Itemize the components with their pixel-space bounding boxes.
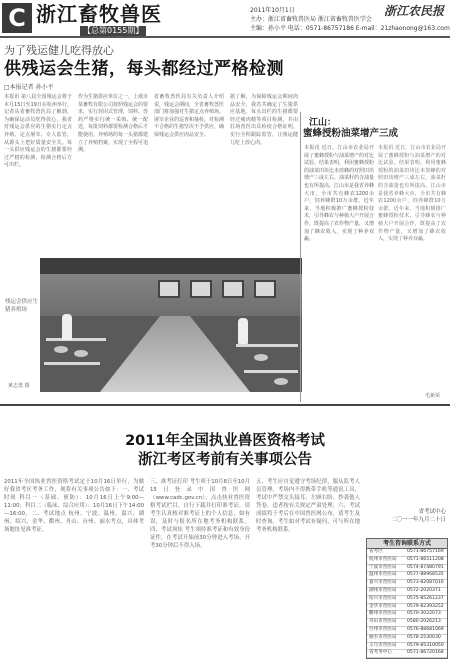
article-column-1: 本报讯 第八届全国残运会将于本月15日至19日在杭州举行。记者从省畜牧兽医局了解到，为确保运动员吃得放心，我省对残运会供应的生猪实行定点养殖、定点屠宰、专人监管，从源头上把好质量安全关。每一头供应残运会的生猪都要经过严格的检测，检测合格后方可出栏。 [4, 94, 72, 169]
notice-title-line1: 2011年全国执业兽医资格考试 [125, 433, 325, 449]
photo-window [190, 280, 212, 298]
photo-pig [74, 350, 88, 357]
contact-name: 宁波市兽医局 [369, 564, 397, 570]
contact-name: 金华市兽医局 [369, 603, 397, 609]
contact-row [367, 611, 447, 619]
contact-name: 绍兴市兽医局 [369, 595, 397, 601]
photo-window [158, 280, 180, 298]
contact-name: 舟山市兽医局 [369, 619, 397, 625]
sidebar-column-1: 本报讯 近日，江山市农业局开展了蜜蜂授粉与油菜增产的对比试验。结果表明，利用蜜蜂授粉的油菜田块比未放蜂的对照田块增产三成左右，油菜籽的含油量也有所提高。江山市是我省养蜂大市，全市共有蜂农1200余户，饲养蜂群10万余群。近年来，当地积极推广蜜蜂授粉技术，引导蜂农与种植大户开展合作，既提高了农作物产量，又增加了蜂农收入，实现了种养双赢。 [304, 145, 375, 243]
sidebar-column-2: 本报讯 近日，江山市农业局开展了蜜蜂授粉与油菜增产的对比试验。结果表明，利用蜜蜂授粉的油菜田块比未放蜂的对照田块增产三成左右，油菜籽的含油量也有所提高。江山市是我省养蜂大市，全市共有蜂农1200余户，饲养蜂群10万余群。近年来，当地积极推广蜜蜂授粉技术，引导蜂农与种植大户开展合作，既提高了农作物产量，又增加了蜂农收入，实现了种养双赢。 [378, 145, 446, 243]
contact-phone: 0571-86720168 [407, 650, 444, 656]
pig-farm-photo [40, 258, 302, 392]
photo-pen-rail [244, 370, 298, 373]
photo-pen-rail [46, 338, 106, 341]
contact-table [366, 538, 448, 659]
notice-column-3: 五、考生应自觉遵守考场纪律，服从监考人员管理。考场内不得携带手机等通讯工具，考试中严禁交头接耳、左顾右盼、抄袭他人答卷，违者按有关规定严肃处理。六、考试成绩将于考后在中国兽医网公布，请考生及时查询。考生如对考试有疑问，可与所在地考务机构联系。 [256, 479, 360, 533]
contact-row [367, 650, 447, 658]
contact-name: 温州市兽医局 [369, 572, 397, 578]
article-column-3: 省畜牧兽医局有关负责人介绍说，残运会期间，全省畜牧兽医部门将加强对生猪定点养殖场、屠宰企业的巡查和抽检，对检测不合格的生猪坚决不予供应，确保残运会供应肉品安全。 [154, 94, 225, 138]
article-headline: 供残运会生猪，每头都经过严格检测 [4, 59, 284, 79]
article-column-4: 据了解，为保障残运会期间肉品安全，我省共确定了生猪供应基地，每头出栏的生猪都要经过瘦肉精等项目检测，并由驻场兽医出具检疫合格证明，实行全程跟踪监管，让残运健儿吃上放心肉。 [230, 94, 298, 146]
contact-row [367, 596, 447, 604]
contact-phone: 0577-88968535 [407, 572, 444, 578]
photo-roof [40, 258, 302, 274]
notice-signoff-date: 二〇一一年九月二十日 [390, 517, 446, 523]
issue-date: 2011年10月1日 [250, 7, 295, 14]
host-line: 主办：浙江省畜牧兽医局 浙江省畜牧兽医学会 [250, 16, 372, 23]
contact-phone: 0578-2530030 [407, 634, 441, 640]
contact-row [367, 580, 447, 588]
photo-window [254, 280, 276, 298]
contact-row [367, 557, 447, 565]
notice-signoff-org: 省考试中心 [418, 509, 446, 515]
contact-phone: 0571-86511208 [407, 556, 444, 562]
contact-row [367, 627, 447, 635]
photo-worker [238, 318, 248, 344]
contact-row [367, 549, 447, 557]
editor-line: 主编：孙小平 电话：0571-86757186 E-mail：21zhaonong@163.com [250, 25, 450, 32]
photo-pig [54, 346, 68, 353]
contact-name: 湖州市兽医局 [369, 587, 397, 593]
notice-title-line2: 浙江考区考前有关事项公告 [138, 452, 312, 468]
contact-row [367, 619, 447, 627]
contact-table-title: 考生咨询联系方式 [367, 539, 447, 549]
contact-phone: 0575-85261237 [407, 595, 444, 601]
contact-table-body [367, 549, 447, 658]
article-kicker: 为了残运健儿吃得放心 [4, 44, 114, 57]
newspaper-logo: 浙江农民报 [383, 4, 444, 18]
photo-window [222, 280, 244, 298]
contact-phone: 0573-82087016 [407, 580, 444, 586]
photo-caption: 残运会供应生猪养殖场 [5, 299, 39, 313]
photo-pig [254, 354, 268, 361]
sidebar-author: 毛新荣 [425, 393, 441, 399]
contact-phone: 0571-86757169 [407, 549, 444, 554]
article-column-2: 作为生猪供应单位之一，上虞市某畜牧有限公司按照残运会的要求，实行封闭式管理，饲料、兽药严格实行统一采购、统一配送，每批饲料都要检测合格后才能使用。养殖场的每一头猪都建立了养殖档案，实现了全程可追溯。 [78, 94, 149, 154]
photo-worker [62, 314, 72, 340]
contact-phone: 0570-3022073 [407, 611, 441, 617]
sidebar-headline: 蜜蜂授粉油菜增产三成 [303, 128, 399, 139]
contact-name: 台州市兽医局 [369, 626, 397, 632]
contact-phone: 0572-2020371 [407, 587, 441, 593]
contact-row [367, 588, 447, 596]
sidebar-subtitle: 江山： [309, 118, 337, 128]
contact-phone: 0579-85310050 [407, 642, 444, 648]
contact-name: 嘉兴市兽医局 [369, 580, 397, 586]
sidebar-divider [300, 112, 301, 402]
article-byline: □本报记者 孙小平 [4, 84, 54, 91]
notice-column-1: 2011年全国执业兽医资格考试定于10月16日举行，为做好我省考区考务工作，现将有关事项公告如下：一、考试时间 科目一（基础、预防）：10月16日上午9:00—11:00；科目二（临床、综合应用）：10月16日下午14:00—16:00。二、考试地点 杭州、宁波、温州、嘉兴、湖州、绍兴、金华、衢州、舟山、台州、丽水考点，具体考场地址见准考证。 [4, 479, 144, 533]
photo-pen-rail [236, 344, 298, 347]
photo-aisle [100, 316, 250, 392]
notice-column-2: 三、准考证打印 考生须于10月8日至10月15日登录中国兽医网（www.cadc.gov.cn），点击执业兽医资格考试栏目，自行下载并打印准考证。请考生认真核对准考证上的个人信息，如有误，及时与报名所在地考务机构联系。四、考试须知 考生须持准考证和有效身份证件，在考试开始前30分钟进入考场，开考30分钟后不得入场。 [150, 479, 250, 549]
notice-divider [0, 404, 450, 406]
contact-phone: 0580-2026213 [407, 619, 441, 625]
contact-name: 丽水市兽医局 [369, 634, 397, 640]
contact-phone: 0574-87480791 [407, 564, 444, 570]
masthead [0, 0, 450, 38]
section-badge: C [2, 3, 32, 33]
photo-pig [274, 378, 288, 385]
contact-name: 义乌市兽医局 [369, 642, 397, 648]
contact-name: 衢州市兽医局 [369, 611, 397, 617]
contact-name: 省考区 [369, 549, 383, 554]
photo-credit: 黄志勇 摄 [8, 383, 30, 389]
contact-name: 杭州市兽医局 [369, 556, 397, 562]
contact-name: 省考务中心 [369, 650, 392, 656]
contact-phone: 0576-88681069 [407, 626, 444, 632]
contact-phone: 0579-82393252 [407, 603, 444, 609]
photo-pen-rail [44, 362, 100, 365]
issue-number: 【总第0155期】 [80, 26, 146, 36]
contact-row [367, 635, 447, 643]
section-title: 浙江畜牧兽医 [36, 2, 162, 26]
